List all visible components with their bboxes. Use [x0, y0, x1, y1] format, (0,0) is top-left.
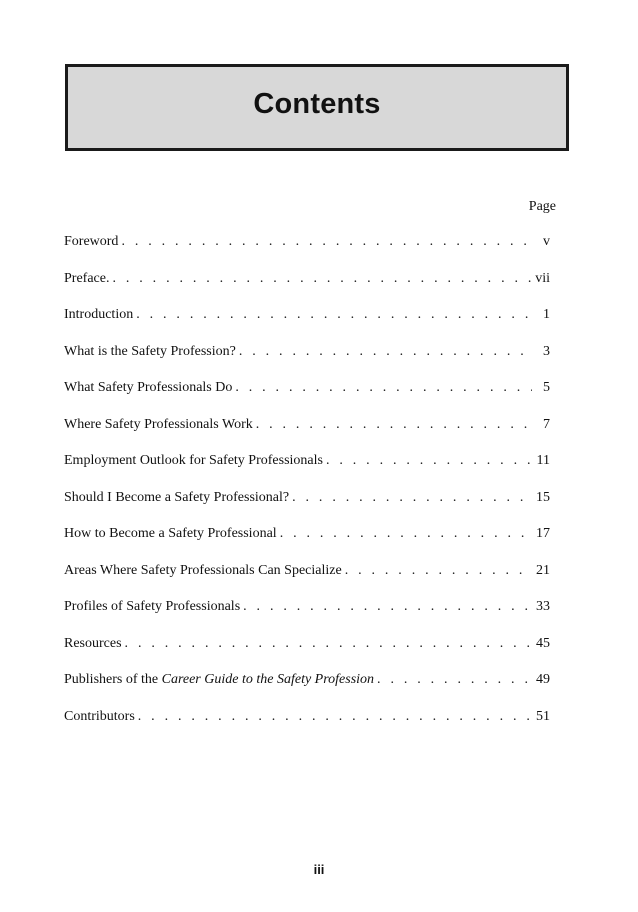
toc-entry-should-i-become[interactable]	[64, 490, 550, 527]
footer-page-number: iii	[313, 862, 325, 877]
toc-entry-page: vii	[535, 270, 550, 286]
toc-entry-foreword[interactable]	[64, 234, 550, 271]
toc-entry-page: 5	[543, 380, 550, 395]
toc-entry-title: Profiles of Safety Professionals	[64, 599, 241, 614]
dot-leader	[243, 599, 532, 615]
toc-entry-contributors[interactable]	[64, 709, 550, 746]
toc-entry-title: How to Become a Safety Professional	[64, 526, 277, 541]
dot-leader	[326, 453, 532, 469]
toc-entry-title-italic: Career Guide to the Safety Profession	[161, 672, 375, 687]
toc-entry-page: 33	[536, 599, 550, 614]
dot-leader	[239, 344, 532, 360]
toc-entry-areas-to-specialize[interactable]	[64, 563, 550, 600]
toc-entry-page: 7	[543, 416, 550, 432]
toc-entry-title: Where Safety Professionals Work	[64, 416, 253, 432]
toc-entry-what-is-safety-profession[interactable]	[64, 344, 550, 381]
toc-entry-title: Employment Outlook for Safety Professionals	[64, 453, 323, 468]
page-title: Contents	[253, 88, 381, 120]
toc-entry-title-prefix: Publishers of the	[64, 672, 162, 687]
toc-entry-page: 17	[536, 526, 550, 541]
toc-entry-page: 49	[536, 672, 550, 687]
dot-leader	[125, 636, 532, 652]
dot-leader	[112, 271, 531, 287]
toc-entry-title: Preface.	[64, 270, 110, 286]
contents-header-box	[65, 64, 569, 151]
toc-entry-page: 51	[536, 708, 550, 724]
dot-leader	[292, 490, 532, 506]
toc-entry-preface[interactable]	[64, 271, 550, 308]
toc-entry-introduction[interactable]	[64, 307, 550, 344]
toc-entry-title: Should I Become a Safety Professional?	[64, 489, 290, 505]
dot-leader	[280, 526, 532, 542]
dot-leader	[235, 380, 532, 396]
dot-leader	[138, 709, 532, 725]
toc-entry-employment-outlook[interactable]	[64, 453, 550, 490]
toc-entry-page: 3	[543, 343, 550, 359]
toc-entry-page: 21	[536, 562, 550, 578]
toc-entry-page: 15	[536, 489, 550, 505]
toc-entry-publishers[interactable]	[64, 672, 550, 709]
toc-entry-where-safety-professionals-work[interactable]	[64, 417, 550, 454]
toc-entry-title: Foreword	[64, 234, 119, 249]
toc-entry-page: 45	[536, 635, 550, 651]
toc-entry-title: Contributors	[64, 708, 135, 724]
dot-leader	[256, 417, 532, 433]
toc-entry-what-safety-professionals-do[interactable]	[64, 380, 550, 417]
dot-leader	[136, 307, 532, 323]
toc-entry-page: 1	[543, 307, 550, 322]
table-of-contents	[64, 234, 550, 745]
toc-entry-how-to-become[interactable]	[64, 526, 550, 563]
toc-entry-title: What is the Safety Profession?	[64, 343, 236, 359]
toc-entry-page: v	[543, 234, 550, 249]
toc-entry-profiles[interactable]	[64, 599, 550, 636]
toc-entry-title: Introduction	[64, 307, 134, 322]
dot-leader	[345, 563, 532, 579]
page-column-label: Page	[528, 199, 556, 214]
toc-entry-title: Resources	[64, 635, 122, 651]
toc-entry-resources[interactable]	[64, 636, 550, 673]
toc-entry-title: Areas Where Safety Professionals Can Specialize	[64, 562, 342, 578]
toc-entry-title: What Safety Professionals Do	[64, 380, 233, 395]
toc-entry-title	[64, 672, 374, 688]
dot-leader	[377, 672, 532, 688]
toc-entry-page: 11	[536, 453, 550, 468]
dot-leader	[121, 234, 532, 250]
